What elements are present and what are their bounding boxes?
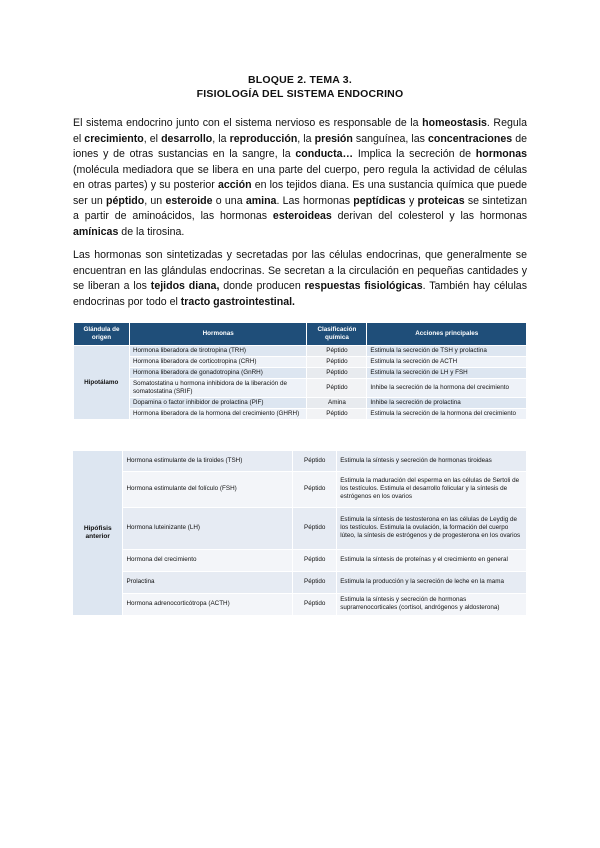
hormone-cell: Prolactina (123, 571, 293, 593)
classification-cell: Péptido (307, 409, 367, 420)
action-cell: Estimula la secreción de ACTH (367, 357, 527, 368)
hormone-cell: Hormona estimulante de la tiroides (TSH) (123, 451, 293, 471)
classification-cell: Amina (307, 398, 367, 409)
action-cell: Inhibe la secreción de la hormona del crecimiento (367, 379, 527, 398)
classification-cell: Péptido (307, 346, 367, 357)
classification-cell: Péptido (293, 571, 337, 593)
table-row (73, 451, 527, 471)
intro-paragraph: El sistema endocrino junto con el sistema nervioso es responsable de la homeostasis. Regula el crecimiento, el desarrollo, la reproducción, la presión sanguínea, las concentraciones de iones y de otras sustancias en la sangre, la conducta… Implica la secreción de hormonas (molécula mediadora que se libera en una parte del cuerpo, pero regula la actividad de células en otras partes) y su posterior acción en los tejidos diana. Es una sustancia química que puede ser un péptido, un esteroide o una amina. Las hormonas peptídicas y proteicas se sintetizan a partir de aminoácidos, las hormonas esteroideas derivan del colesterol y las hormonas amínicas de la tirosina. (73, 117, 528, 238)
action-cell: Estimula la secreción de la hormona del crecimiento (367, 409, 527, 420)
table-row (74, 379, 527, 398)
table-row (73, 507, 527, 549)
table-row (74, 398, 527, 409)
gland-hipotalamo: Hipotálamo (74, 346, 130, 420)
action-cell: Estimula la síntesis y secreción de hormonas suprarrenocorticales (cortisol, andrógenos y aldosterona) (337, 593, 527, 615)
table-row (73, 549, 527, 571)
hormone-cell: Dopamina o factor inhibidor de prolactina (PIF) (129, 398, 307, 409)
header-actions: Acciones principales (367, 323, 527, 346)
action-cell: Estimula la síntesis y secreción de hormonas tiroideas (337, 451, 527, 471)
hormone-cell: Somatostatina u hormona inhibidora de la liberación de somatostatina (SRIF) (129, 379, 307, 398)
action-cell: Estimula la secreción de LH y FSH (367, 368, 527, 379)
header-hormones: Hormonas (129, 323, 307, 346)
hormone-cell: Hormona liberadora de gonadotropina (GnRH) (129, 368, 307, 379)
classification-cell: Péptido (293, 549, 337, 571)
hormone-cell: Hormona del crecimiento (123, 549, 293, 571)
hormone-cell: Hormona liberadora de la hormona del crecimiento (GHRH) (129, 409, 307, 420)
header-gland: Glándula de origen (74, 323, 130, 346)
hormone-cell: Hormona liberadora de corticotropina (CRH) (129, 357, 307, 368)
action-cell: Inhibe la secreción de prolactina (367, 398, 527, 409)
action-cell: Estimula la maduración del esperma en las células de Sertoli de los testículos. Estimula el desarrollo folicular y la síntesis de estrógenos en los ovarios (337, 471, 527, 507)
header-classification: Clasificación química (307, 323, 367, 346)
action-cell: Estimula la secreción de TSH y prolactina (367, 346, 527, 357)
table-row (73, 471, 527, 507)
action-cell: Estimula la síntesis de testosterona en las células de Leydig de los testículos. Estimula la ovulación, la formación del cuerpo lúteo, la síntesis de estrógenos y de progesterona en los ovarios (337, 507, 527, 549)
classification-cell: Péptido (293, 471, 337, 507)
hormone-cell: Hormona adrenocorticótropa (ACTH) (123, 593, 293, 615)
pituitary-hormone-table (73, 451, 527, 616)
gland-hipofisis-anterior: Hipófisis anterior (73, 451, 123, 615)
table-row (74, 346, 527, 357)
classification-cell: Péptido (307, 379, 367, 398)
table-row (73, 593, 527, 615)
hormone-cell: Hormona liberadora de tirotropina (TRH) (129, 346, 307, 357)
table-row (74, 368, 527, 379)
classification-cell: Péptido (307, 357, 367, 368)
document-title-line-2: FISIOLOGÍA DEL SISTEMA ENDOCRINO (196, 88, 404, 100)
classification-cell: Péptido (293, 451, 337, 471)
hormone-cell: Hormona luteinizante (LH) (123, 507, 293, 549)
hormone-cell: Hormona estimulante del folículo (FSH) (123, 471, 293, 507)
action-cell: Estimula la producción y la secreción de leche en la mama (337, 571, 527, 593)
classification-cell: Péptido (307, 368, 367, 379)
table-row (74, 409, 527, 420)
classification-cell: Péptido (293, 593, 337, 615)
action-cell: Estimula la síntesis de proteínas y el crecimiento en general (337, 549, 527, 571)
classification-cell: Péptido (293, 507, 337, 549)
table-row (74, 357, 527, 368)
document-title-line-1: BLOQUE 2. TEMA 3. (248, 74, 352, 86)
secretion-paragraph: Las hormonas son sintetizadas y secretadas por las células endocrinas, que generalmente se encuentran en las glándulas endocrinas. Se secretan a la circulación en pequeñas cantidades y se liberan a los tejidos diana, donde producen respuestas fisiológicas. También hay células endocrinas por todo el tracto gastrointestinal. (73, 249, 527, 308)
table-header-row (74, 323, 527, 346)
table-row (73, 571, 527, 593)
hypothalamus-hormone-table (73, 322, 527, 420)
